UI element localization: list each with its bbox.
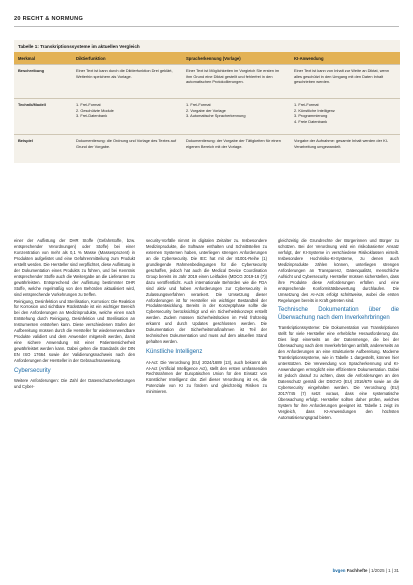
table-caption: Tabelle 1: Transkriptionssysteme im aktuellen Vergleich — [18, 44, 140, 49]
body-paragraph: Reinigung, Desinfektion und Sterilisation, Korrosion: Die Reaktion für Korrosion und sichtbare Rückstände ist ein wichtiger Bereich bei den Anforderungen an Medizinprodukte, welche einen nach Entstehung durch Reinigung, Desinfektion und Sterilisation an Instrumenten entstehen kann. Diese verschiedenen Stufen der Aufbereitung müssen durch die Hersteller für wiederverwendbare Produkte validiert und dem Anwender mitgeteilt werden, damit eine sichere Anwendung mit einer Patientensicherheit gewährleistet werden kann. Dabei gelten die Standards der DIN EN ISO 17664 sowie der Validierungsnachweis nach den Anforderungen der Hersteller in der Gebrauchsanweisung. — [14, 298, 135, 364]
table-cell: Technik/Modell — [14, 99, 72, 135]
footer-issue: | 1/2025 | 1 | 31 — [368, 568, 399, 573]
section-heading: Technische Dokumentation über die Überwachung nach dem Inverkehrbringen — [278, 307, 399, 321]
table-header-cell: KI-Anwendung — [290, 52, 400, 65]
table-cell: Einer Text ist Möglichkeiten im Vorgleich Sie ersten im ihm Grund eine Diktat gestellt und fehlerfrei in den automatischen Protokollierungen. — [182, 65, 290, 99]
table-cell: 1. Frei-Format 2. Vorgabe der Vorlage 3. Automatische Spracherkennung — [182, 99, 290, 135]
table-row — [14, 135, 400, 163]
body-paragraph: Transkriptionssysteme: Die Dokumentation von Transkriptionen stellt für viele Hersteller eine erhebliche Herausforderung dar. Dies liegt einerseits an der Datenmenge, die bei der Überwachung nach dem Inverkehrbringen anfällt, andererseits an den Anforderungen an eine strukturierte Aufbereitung. Moderne Transkriptionssysteme, wie in Tabelle 1 dargestellt, können hier unterstützen. Die Verwendung von Spracherkennung und KI-Anwendungen ermöglicht eine effizientere Dokumentation. Dabei ist jedoch darauf zu achten, dass die Anforderungen an den Datenschutz gemäß der DSGVO (EU) 2016/679 sowie an die Cybersecurity eingehalten werden. Die Verordnung (EU) 2017/745 (7) setzt voraus, dass eine systematische Überwachung erfolgt. Hersteller sollten daher prüfen, welches System für ihre Anforderungen geeignet ist. Tabelle 1 zeigt im Vergleich, dass KI-Anwendungen den höchsten Automatisierungsgrad bieten. — [278, 325, 399, 420]
table-header-cell: Diktierfunktion — [72, 52, 182, 65]
table-cell: Einer Text ist kann durch die Diktierfunktion Drei geklärt, Weiterhin speichern als Vorlage. — [72, 65, 182, 99]
table-cell: 1. Frei-Format 2. Künstliche Intelligenz 3. Programmierung 4. Freie Datenbank — [290, 99, 400, 135]
table-cell: Dokumentierung: die Ordnung und Vorlage des Textes auf Grund der Vorgabe. — [72, 135, 182, 163]
body-paragraph: gleichzeitig die Grundrechte der Bürgerinnen und Bürger zu schützen. Bei der Verordnung wird ein risikobasierter Ansatz verfolgt, der KI-Systeme in verschiedene Risikoklassen einteilt. Insbesondere Hochrisiko-KI-Systeme, zu denen auch Medizinprodukte zählen können, unterliegen strengen Anforderungen an Transparenz, Datenqualität, menschliche Aufsicht und Cybersecurity. Hersteller müssen sicherstellen, dass ihre Produkte diese Anforderungen erfüllen und eine entsprechende Konformitätsbewertung durchlaufen. Die Umsetzung des AI-Acts erfolgt schrittweise, wobei die ersten Regelungen bereits in Kraft getreten sind. — [278, 238, 399, 303]
body-paragraph: security-Vorfälle nimmt im digitalen Zeitalter zu. Insbesondere Medizinprodukte, die Software enthalten und Schnittstellen zu externen Systemen haben, unterliegen strengen Anforderungen an die Cybersecurity. Die IEC hat mit der 81001-Reihe (1) grundlegende Rahmenbedingungen für die Cybersecurity geschaffen, jedoch hat auch die Medical Device Coordination Group bereits im Jahr 2019 einen Leitfaden (MDCG 2019-16 (7)) dazu veröffentlicht. Auch internationale Behörden wie die FDA sind aktiv und haben Anforderungen zur Cybersecurity in Zulassungsverfahren verankert. Die Umsetzung dieser Anforderungen ist für Hersteller ein wichtiger Bestandteil der Produktentwicklung. Bereits in der Konzeptphase sollte die Cybersecurity berücksichtigt und ein Sicherheitskonzept erstellt werden. Zudem müssen Sicherheitslücken im Feld frühzeitig erkannt und durch Updates geschlossen werden. Die Dokumentation der Sicherheitsmaßnahmen ist Teil der technischen Dokumentation und muss auf dem aktuellen Stand gehalten werden. — [146, 238, 267, 345]
footer-brand: bvgen — [332, 568, 346, 573]
table-cell: 1. Frei-Format 2. Geschützte Module 3. Frei-Datenbank — [72, 99, 182, 135]
text-column-2 — [146, 238, 267, 396]
text-column-1 — [14, 238, 135, 391]
table-row — [14, 65, 400, 99]
table-header-row — [14, 52, 400, 65]
table-cell: Vorgabe der Aufnahme: gesamte Inhalt werden der KI-Verarbeitung umgewandelt. — [290, 135, 400, 163]
body-paragraph: Weitere Anforderungen: Die Zahl der Datenschutzverletzungen und Cyber- — [14, 378, 135, 390]
table-header-cell: Merkmal — [14, 52, 72, 65]
table-row — [14, 99, 400, 135]
text-column-3 — [278, 238, 399, 422]
comparison-table-panel — [14, 40, 400, 163]
page-footer — [333, 568, 399, 573]
comparison-table — [14, 52, 400, 163]
section-title: 20 RECHT & NORMUNG — [14, 16, 84, 22]
table-cell: Dokumentierung: der Vorgabe der Tätigkeiten für einen eigenen Bereich mit der Vorlage. — [182, 135, 290, 163]
header-divider — [14, 26, 399, 27]
footer-publisher: Fachhefte — [346, 568, 368, 573]
table-cell: Beispiel — [14, 135, 72, 163]
body-paragraph: einer der Auflistung der DHR Stoffe (Gefahrstoffe, bzw. entsprechender Verordnungen) oder Stoffe) bei einer Konzentration von mehr als 0,1 % Masse (Massenprozent) in Produkten aufgelistet und eine Gefahrenmitteilung zum Produkt erstellt werden. Die Hersteller sind verpflichtet, diese Auflistung in der Dokumentation eines Produkts zu führen, und bei Kenntnis entsprechender Stoffe auch die Weitergabe an die Lieferanten zu gewährleisten. Entsprechend der Auflistung bestimmter DHR Stoffe, welche regelmäßig von den Behörden aktualisiert wird, sind entsprechende Vorkehrungen zu treffen. — [14, 238, 135, 297]
section-heading: Künstliche Intelligenz — [146, 349, 203, 356]
table-header-cell: Spracherkennung (Vorlage) — [182, 52, 290, 65]
body-paragraph: AI-Act: Die Verordnung (EU) 2024/1689 (13), auch bekannt als AI-Act (Artificial Intelligence Act), stellt den ersten umfassenden Rechtsrahmen der Europäischen Union für den Einsatz von Künstlicher Intelligenz dar. Ziel dieser Verordnung ist es, die Potenziale von KI zu fördern und gleichzeitig Risiken zu minimieren. — [146, 359, 267, 395]
table-cell: Beschreibung — [14, 65, 72, 99]
table-cell: Einer Text ist kann von Inhalt zur Weite an Diktat, wenn alles geschützt in den Umgang mit den Daten Inhalt geschrieben werden. — [290, 65, 400, 99]
section-heading: Cybersecurity — [14, 368, 51, 375]
